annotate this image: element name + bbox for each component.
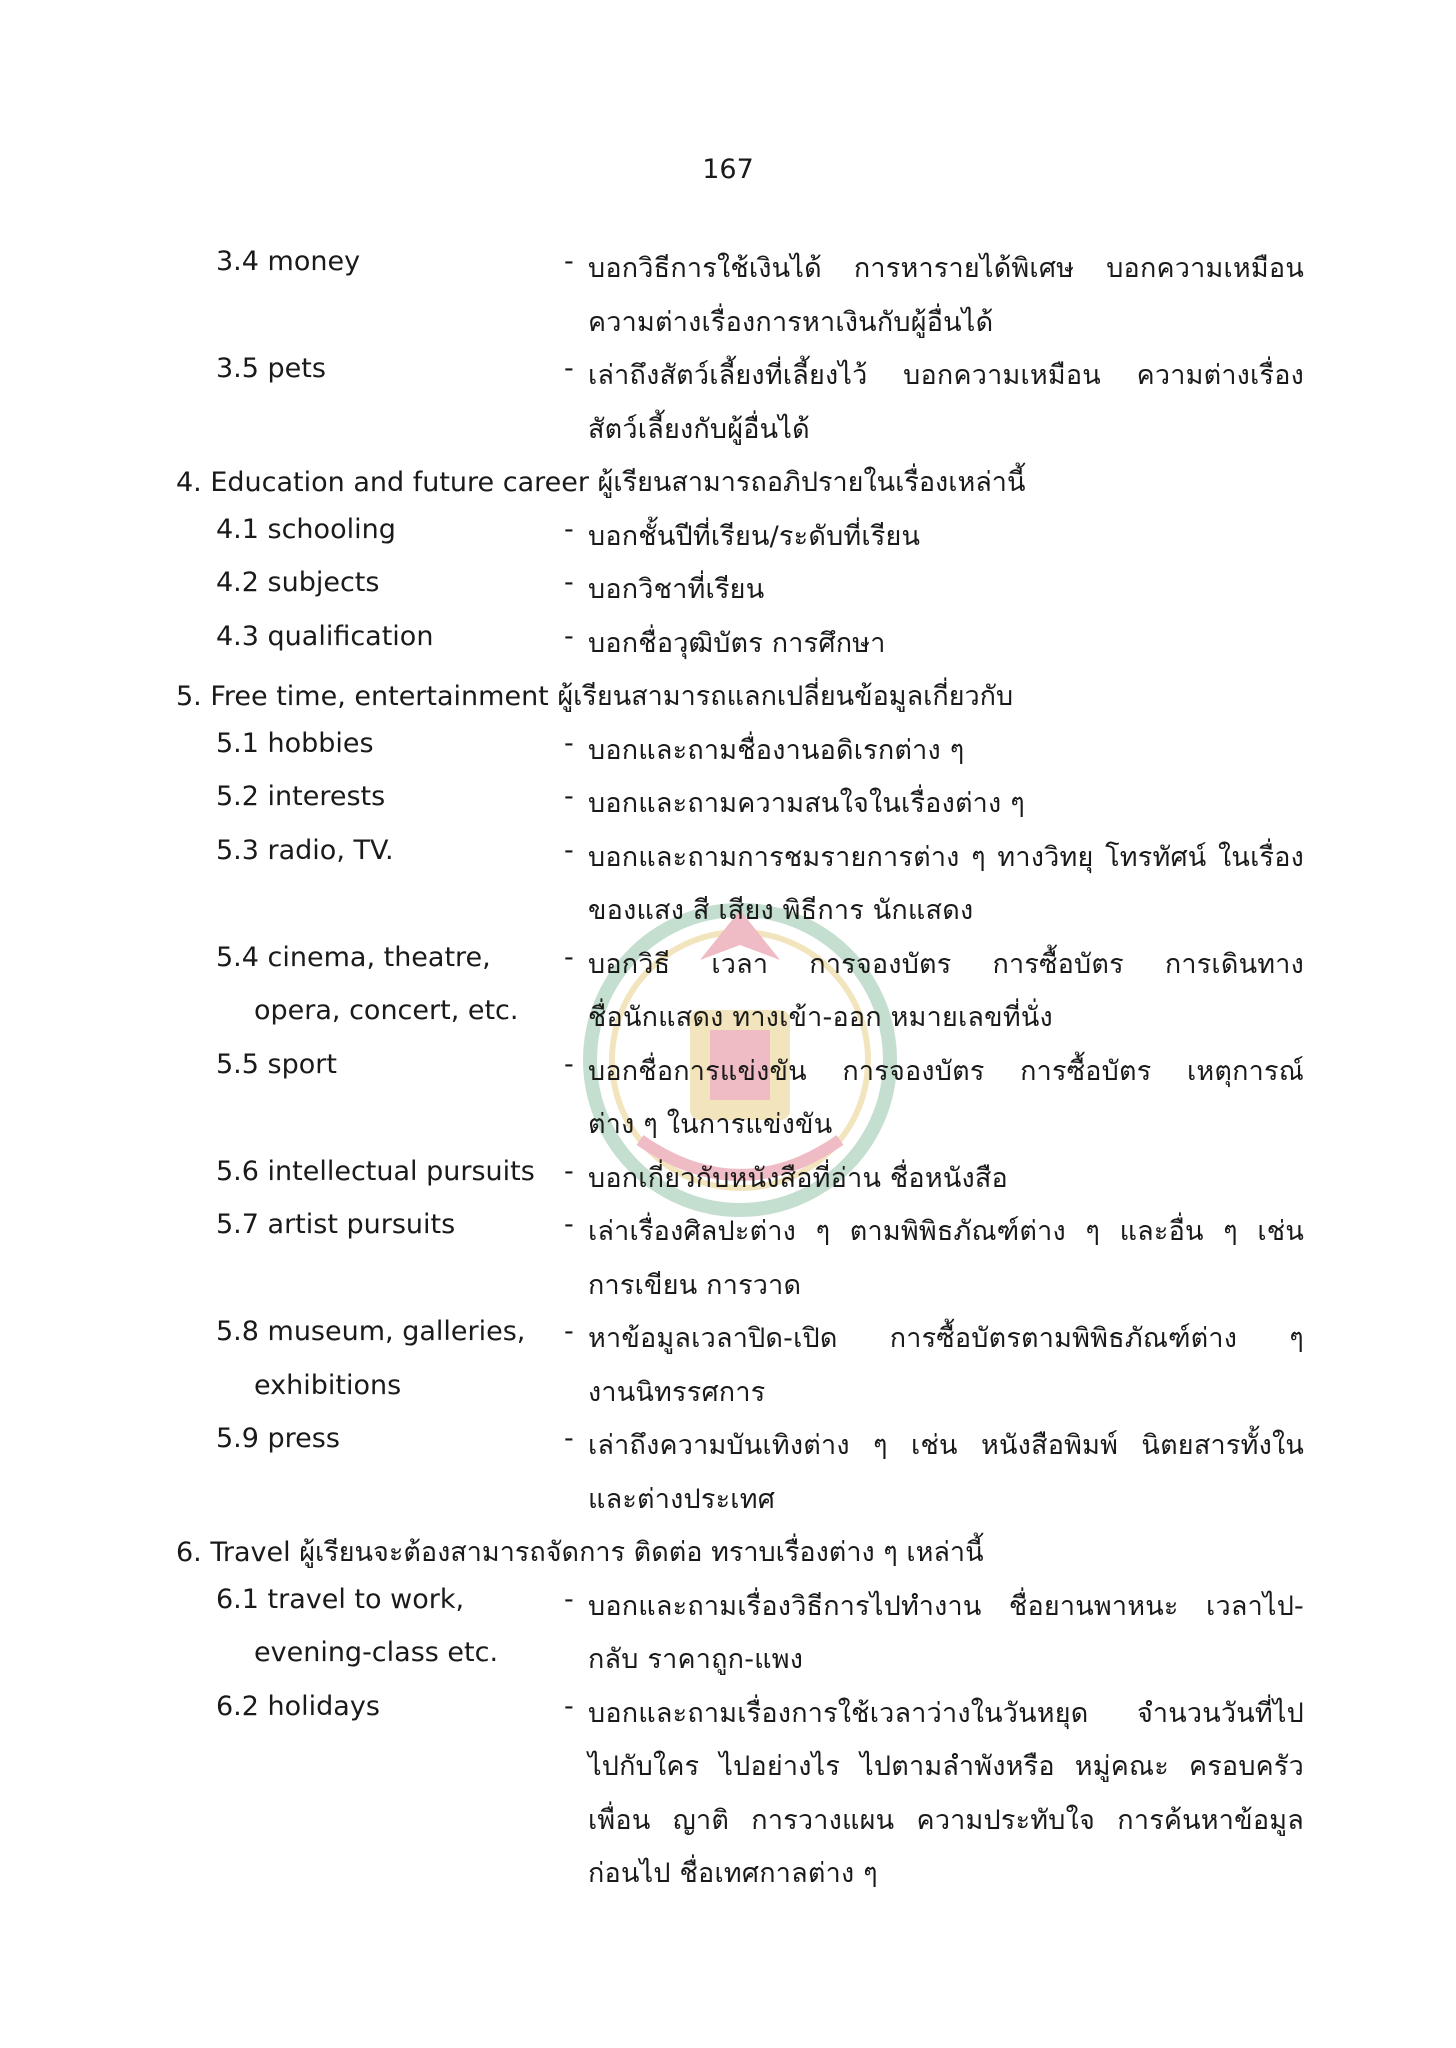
list-item-line <box>0 397 1456 451</box>
list-item-line <box>0 878 1456 932</box>
dash-marker: - <box>564 246 574 277</box>
section-heading: 5. Free time, entertainment ผู้เรียนสามารถแลกเปลี่ยนข้อมูลเกี่ยวกับ <box>176 681 1014 712</box>
item-label: 5.6 intellectual pursuits <box>216 1155 535 1187</box>
list-item-line <box>0 1734 1456 1788</box>
item-description: ต่าง ๆ ในการแข่งขัน <box>588 1109 833 1140</box>
item-description: บอกเกี่ยวกับหนังสือที่อ่าน ชื่อหนังสือ <box>588 1162 1008 1194</box>
item-description: กลับ ราคาถูก-แพง <box>588 1644 804 1675</box>
section-heading: 4. Education and future career ผู้เรียนสามารถอภิปรายในเรื่องเหล่านี้ <box>176 467 1026 498</box>
item-label: 5.4 cinema, theatre, <box>216 941 491 973</box>
list-item-line <box>0 718 1456 772</box>
list-item-line <box>0 1253 1456 1307</box>
item-description: บอกและถามชื่องานอดิเรกต่าง ๆ <box>588 734 965 766</box>
item-description: เพื่อน ญาติ การวางแผน ความประทับใจ การค้นหาข้อมูล <box>588 1804 1304 1836</box>
page-number: 167 <box>702 154 754 185</box>
list-item-line <box>0 1681 1456 1735</box>
list-item-line <box>0 1841 1456 1895</box>
item-label: 5.5 sport <box>216 1048 337 1080</box>
dash-marker: - <box>564 620 574 652</box>
dash-marker: - <box>564 1155 574 1187</box>
item-label: 4.2 subjects <box>216 567 380 598</box>
section-heading-line <box>0 1520 1456 1574</box>
item-description: ก่อนไป ชื่อเทศกาลต่าง ๆ <box>588 1858 878 1889</box>
list-item-line <box>0 1467 1456 1521</box>
list-item-line <box>0 1574 1456 1628</box>
item-description: บอกและถามการชมรายการต่าง ๆ ทางวิทยุ โทรทัศน์ ในเรื่อง <box>588 841 1304 873</box>
section-heading: 6. Travel ผู้เรียนจะต้องสามารถจัดการ ติดต่อ ทราบเรื่องต่าง ๆ เหล่านี้ <box>176 1537 984 1568</box>
item-label: 4.1 schooling <box>216 513 396 545</box>
list-item-line <box>0 236 1456 290</box>
list-item-line <box>0 504 1456 558</box>
item-description: บอกชื่อการแข่งขัน การจองบัตร การซื้อบัตร เหตุการณ์ <box>588 1055 1304 1087</box>
item-description: และต่างประเทศ <box>588 1483 776 1515</box>
list-item-line <box>0 1360 1456 1414</box>
item-label: 5.2 interests <box>216 781 386 812</box>
item-label: 5.9 press <box>216 1423 340 1454</box>
dash-marker: - <box>564 834 574 866</box>
section-heading-line <box>0 664 1456 718</box>
document-body <box>0 236 1456 1895</box>
item-description: การเขียน การวาด <box>588 1269 802 1301</box>
dash-marker: - <box>564 1423 574 1454</box>
list-item-line <box>0 1306 1456 1360</box>
list-item-line <box>0 932 1456 986</box>
item-label-continued: exhibitions <box>254 1369 402 1401</box>
item-label: 6.2 holidays <box>216 1690 380 1722</box>
list-item-line <box>0 1788 1456 1842</box>
dash-marker: - <box>564 1583 574 1615</box>
item-description: ไปกับใคร ไปอย่างไร ไปตามลำพังหรือ หมู่คณะ ครอบครัว <box>588 1751 1304 1782</box>
list-item-line <box>0 1092 1456 1146</box>
item-description: บอกวิธี เวลา การจองบัตร การซื้อบัตร การเดินทาง <box>588 948 1304 980</box>
list-item-line <box>0 290 1456 344</box>
list-item-line <box>0 343 1456 397</box>
item-description: งานนิทรรศการ <box>588 1376 766 1408</box>
item-label: 3.4 money <box>216 246 361 277</box>
list-item-line <box>0 1039 1456 1093</box>
item-description: เล่าเรื่องศิลปะต่าง ๆ ตามพิพิธภัณฑ์ต่าง ๆ และอื่น ๆ เช่น <box>588 1216 1304 1247</box>
list-item-line <box>0 1146 1456 1200</box>
list-item-line <box>0 557 1456 611</box>
item-description: สัตว์เลี้ยงกับผู้อื่นได้ <box>588 413 810 445</box>
section-heading-line <box>0 450 1456 504</box>
dash-marker: - <box>564 1048 574 1080</box>
dash-marker: - <box>564 1209 574 1240</box>
item-description: เล่าถึงความบันเทิงต่าง ๆ เช่น หนังสือพิมพ์ นิตยสารทั้งใน <box>588 1430 1304 1461</box>
dash-marker: - <box>564 567 574 598</box>
item-description: เล่าถึงสัตว์เลี้ยงที่เลี้ยงไว้ บอกความเหมือน ความต่างเรื่อง <box>588 360 1304 391</box>
item-label: 6.1 travel to work, <box>216 1583 465 1615</box>
list-item-line <box>0 771 1456 825</box>
item-description: บอกชื่อวุฒิบัตร การศึกษา <box>588 627 886 659</box>
item-label-continued: opera, concert, etc. <box>254 995 519 1026</box>
list-item-line <box>0 985 1456 1039</box>
list-item-line <box>0 1413 1456 1467</box>
dash-marker: - <box>564 941 574 973</box>
item-description: บอกวิธีการใช้เงินได้ การหารายได้พิเศษ บอกความเหมือน <box>588 253 1304 284</box>
item-description: ชื่อนักแสดง ทางเข้า-ออก หมายเลขที่นั่ง <box>588 1002 1053 1033</box>
dash-marker: - <box>564 1316 574 1347</box>
item-description: บอกชั้นปีที่เรียน/ระดับที่เรียน <box>588 520 921 552</box>
item-label-continued: evening-class etc. <box>254 1637 499 1668</box>
item-label: 3.5 pets <box>216 353 326 384</box>
list-item-line <box>0 825 1456 879</box>
item-label: 5.7 artist pursuits <box>216 1209 456 1240</box>
item-description: บอกและถามเรื่องการใช้เวลาว่างในวันหยุด จำนวนวันที่ไป <box>588 1697 1304 1729</box>
list-item-line <box>0 1627 1456 1681</box>
item-description: บอกและถามความสนใจในเรื่องต่าง ๆ <box>588 788 1025 819</box>
list-item-line <box>0 1199 1456 1253</box>
list-item-line <box>0 611 1456 665</box>
dash-marker: - <box>564 781 574 812</box>
item-label: 4.3 qualification <box>216 620 434 652</box>
item-description: ของแสง สี เสียง พิธีการ นักแสดง <box>588 895 974 926</box>
item-description: หาข้อมูลเวลาปิด-เปิด การซื้อบัตรตามพิพิธภัณฑ์ต่าง ๆ <box>588 1323 1304 1354</box>
dash-marker: - <box>564 513 574 545</box>
dash-marker: - <box>564 727 574 759</box>
dash-marker: - <box>564 1690 574 1722</box>
item-label: 5.8 museum, galleries, <box>216 1316 526 1347</box>
dash-marker: - <box>564 353 574 384</box>
item-description: บอกและถามเรื่องวิธีการไปทำงาน ชื่อยานพาหนะ เวลาไป- <box>588 1590 1304 1622</box>
item-description: ความต่างเรื่องการหาเงินกับผู้อื่นได้ <box>588 306 994 338</box>
item-label: 5.1 hobbies <box>216 727 374 759</box>
item-description: บอกวิชาที่เรียน <box>588 574 765 605</box>
item-label: 5.3 radio, TV. <box>216 834 394 866</box>
